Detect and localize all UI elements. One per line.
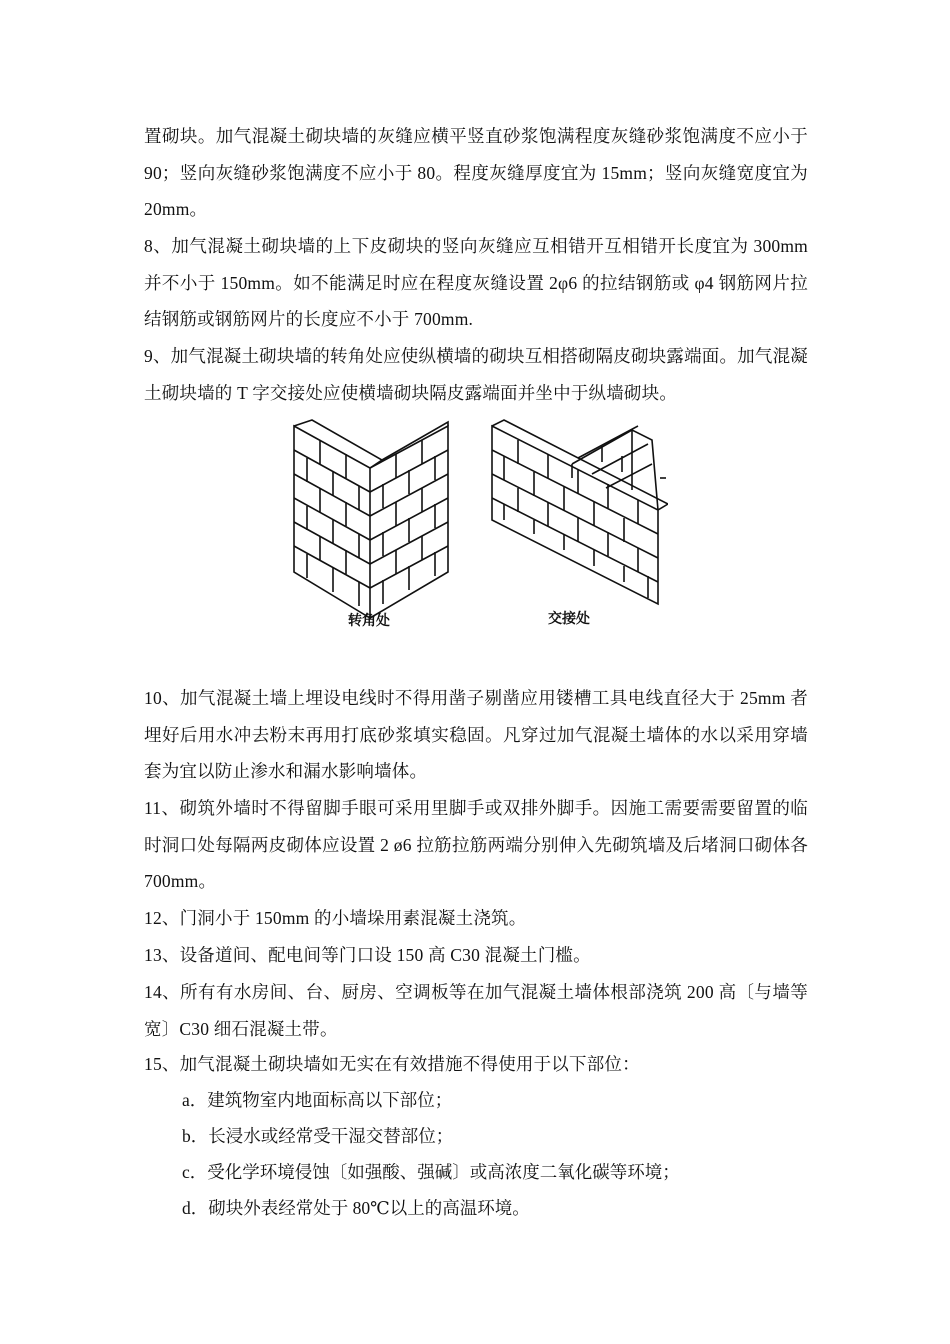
- masonry-figure: [282, 418, 668, 630]
- caption-corner: 转角处: [348, 613, 390, 629]
- paragraph-10: 10、加气混凝土墙上埋设电线时不得用凿子剔凿应用镂槽工具电线直径大于 25mm 者埋好后用水冲去粉末再用打底砂浆填实稳固。凡穿过加气混凝土墙体的水以采用穿墙套为宜以防止渗水和漏水影响墙体。: [144, 688, 808, 781]
- paragraph-14: 14、所有有水房间、台、厨房、空调板等在加气混凝土墙体根部浇筑 200 高〔与墙等宽〕C30 细石混凝土带。: [144, 982, 808, 1039]
- paragraph-9: 9、加气混凝土砌块墙的转角处应使纵横墙的砌块互相搭砌隔皮砌块露端面。加气混凝土砌块墙的 T 字交接处应使横墙砌块隔皮露端面并坐中于纵墙砌块。: [144, 346, 808, 403]
- paragraph-continued: 置砌块。加气混凝土砌块墙的灰缝应横平竖直砂浆饱满程度灰缝砂浆饱满度不应小于 90；竖向灰缝砂浆饱满度不应小于 80。程度灰缝厚度宜为 15mm；竖向灰缝宽度宜为 20mm。: [144, 126, 808, 219]
- paragraph-13: 13、设备道间、配电间等门口设 150 高 C30 混凝土门槛。: [144, 945, 591, 965]
- list-item-d: d．砌块外表经常处于 80℃以上的高温环境。: [182, 1198, 530, 1218]
- wall-drawings: [282, 418, 668, 630]
- list-item-a: a．建筑物室内地面标高以下部位；: [182, 1090, 453, 1110]
- paragraph-15: 15、加气混凝土砌块墙如无实在有效措施不得使用于以下部位：: [144, 1054, 640, 1074]
- paragraph-12: 12、门洞小于 150mm 的小墙垛用素混凝土浇筑。: [144, 908, 527, 928]
- paragraph-8: 8、加气混凝土砌块墙的上下皮砌块的竖向灰缝应互相错开互相错开长度宜为 300mm 并不小于 150mm。如不能满足时应在程度灰缝设置 2φ6 的拉结钢筋或 φ4 钢筋网片拉结钢筋或钢筋网片的长度应不小于 700mm.: [144, 236, 808, 329]
- caption-tjunction: 交接处: [548, 611, 590, 627]
- tjunction-cross-wall: [572, 430, 658, 510]
- paragraph-11: 11、砌筑外墙时不得留脚手眼可采用里脚手或双排外脚手。因施工需要需要留置的临时洞口处每隔两皮砌体应设置 2 ø6 拉筋拉筋两端分别伸入先砌筑墙及后堵洞口砌体各 700mm。: [144, 798, 808, 891]
- list-item-b: b．长浸水或经常受干湿交替部位；: [182, 1126, 454, 1146]
- list-item-c: c．受化学环境侵蚀〔如强酸、强碱〕或高浓度二氧化碳等环境；: [182, 1162, 680, 1182]
